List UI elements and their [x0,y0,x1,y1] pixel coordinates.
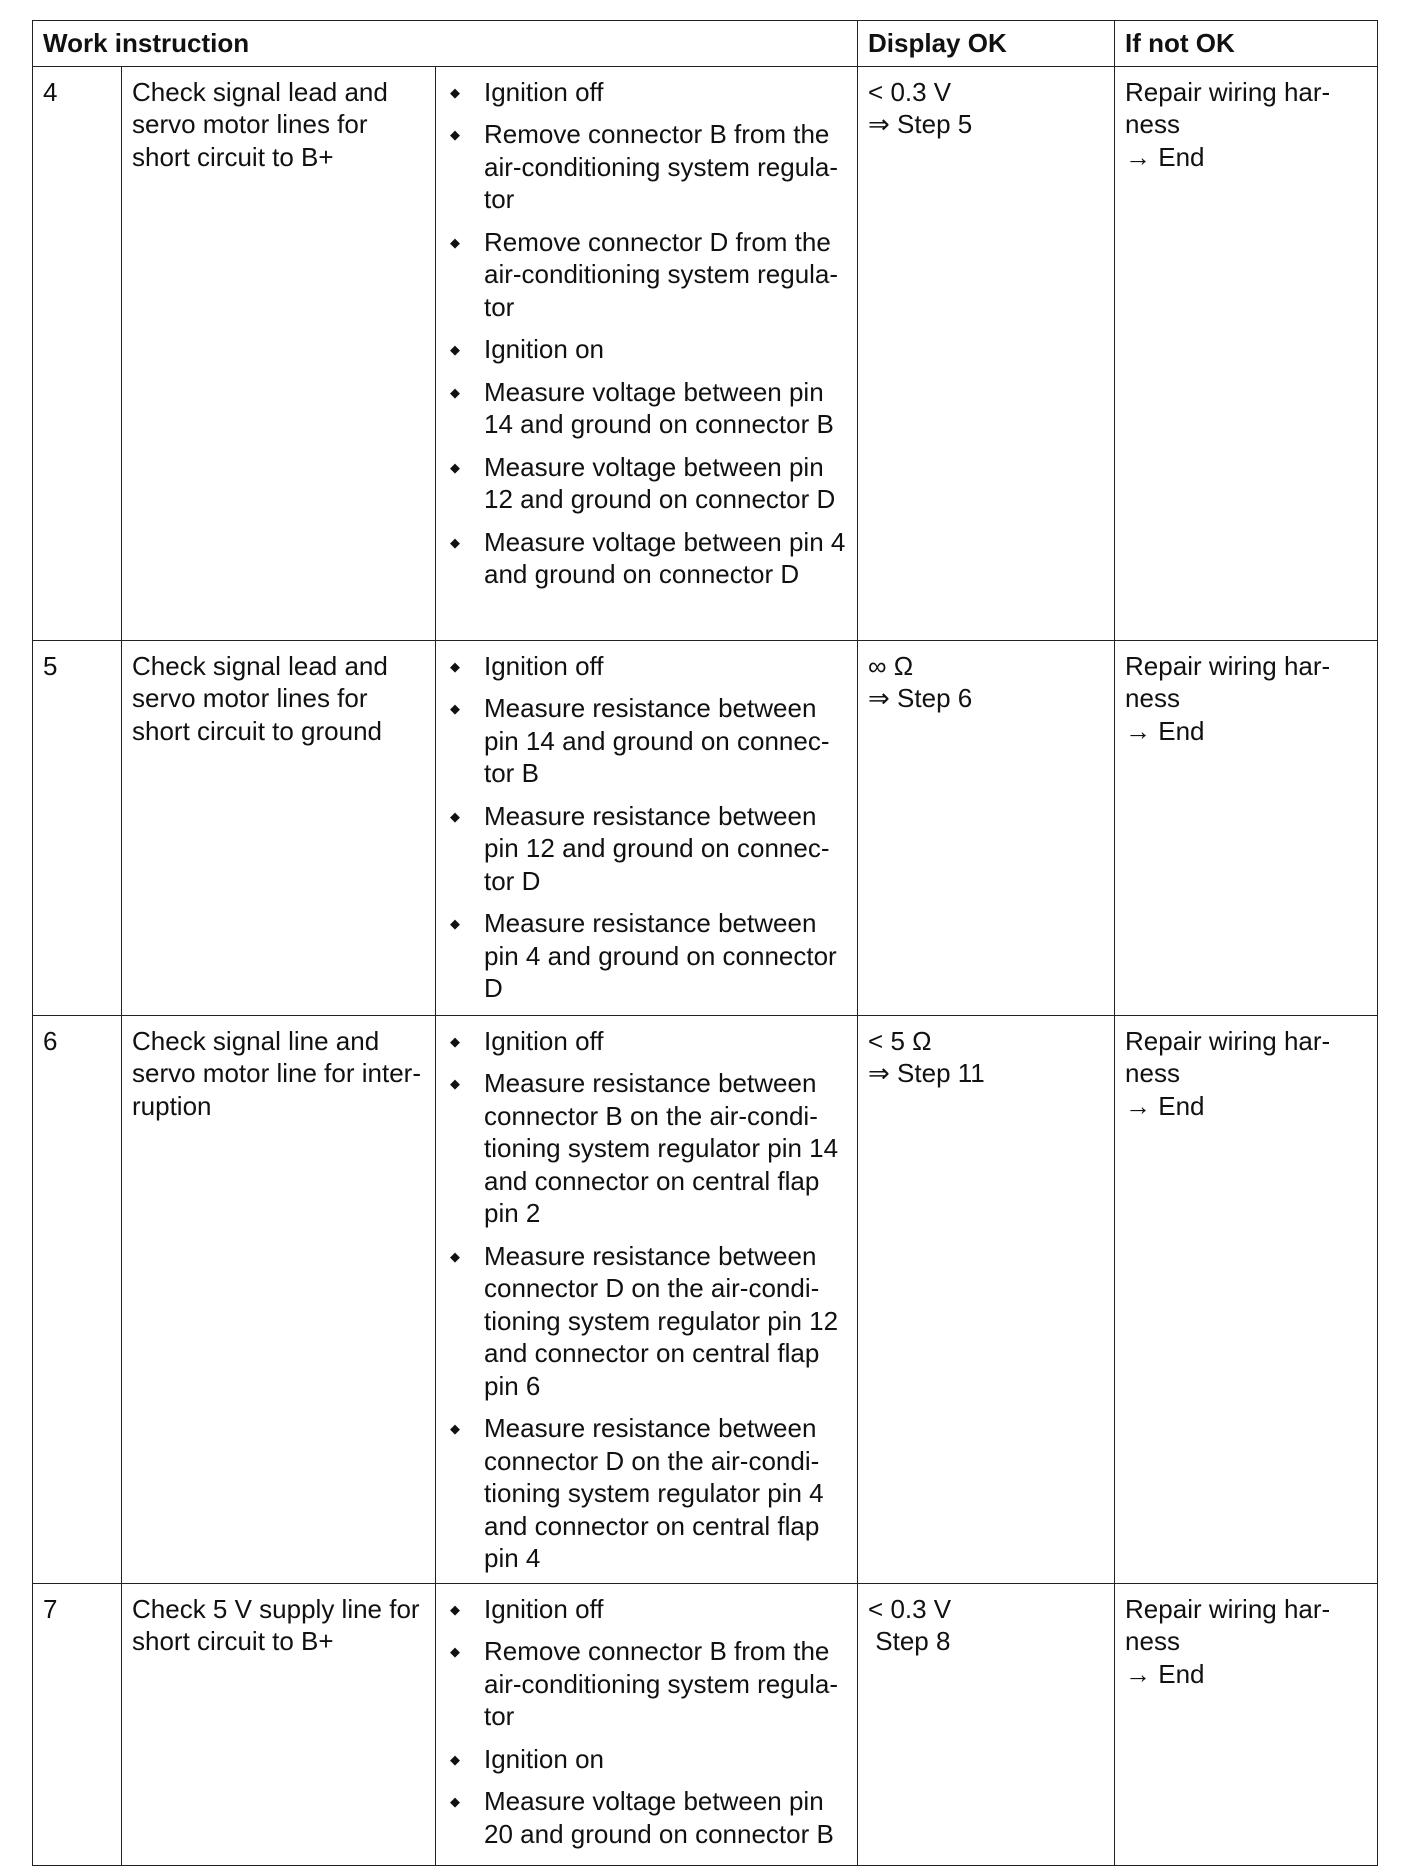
display-ok-line: < 0.3 V [868,1593,952,1624]
list-item: ◆ Measure resistance between pin 14 and ground on connec-tor B [446,692,847,790]
if-not-ok-line: ness [1125,1626,1180,1656]
list-item: ◆ Ignition on [446,333,847,366]
action-list-cell [436,66,858,640]
if-not-ok-line: → End [1125,141,1205,172]
step-number: 7 [33,1583,122,1865]
list-item: ◆ Ignition on [446,1743,847,1776]
if-not-ok-line: → End [1125,1658,1205,1689]
action-list [446,1025,847,1575]
list-item: ◆ Measure voltage between pin 12 and ground on connector D [446,451,847,516]
display-ok-line: ⇒ Step 5 [868,109,973,139]
check-description: Check signal lead and servo motor lines for short circuit to ground [122,640,436,1015]
list-item: ◆ Measure resistance between pin 4 and ground on connector D [446,907,847,1005]
list-item: ◆ Measure resistance between pin 12 and ground on connec-tor D [446,800,847,898]
header-display-ok: Display OK [858,21,1115,67]
display-ok-line: < 5 Ω [868,1025,932,1056]
if-not-ok-line: Repair wiring har- [1125,1593,1331,1624]
action-list [446,76,847,591]
display-ok-line: Step 8 [868,1626,951,1656]
check-description: Check signal line and servo motor line for inter-ruption [122,1015,436,1583]
display-ok-line: ⇒ Step 11 [868,1058,985,1088]
list-item: ◆ Ignition off [446,650,847,683]
check-description: Check signal lead and servo motor lines for short circuit to B+ [122,66,436,640]
list-item: ◆ Measure resistance between connector D on the air-condi-tioning system regulator pin 12 and connector on central flap pin 6 [446,1240,847,1403]
if-not-ok-cell [1115,640,1378,1015]
action-list-cell [436,1583,858,1865]
list-item: ◆ Remove connector B from the air-conditioning system regula-tor [446,1635,847,1733]
list-item: ◆ Measure voltage between pin 14 and ground on connector B [446,376,847,441]
if-not-ok-line: → End [1125,1090,1205,1121]
if-not-ok-cell [1115,1015,1378,1583]
if-not-ok-cell [1115,66,1378,640]
display-ok-line: ∞ Ω [868,650,914,681]
table-row [33,1015,1378,1583]
if-not-ok-line: Repair wiring har- [1125,1025,1331,1056]
list-item: ◆ Ignition off [446,1593,847,1626]
list-item: ◆ Ignition off [446,76,847,109]
display-ok-line: ⇒ Step 6 [868,683,973,713]
list-item: ◆ Remove connector D from the air-conditioning system regula-tor [446,226,847,324]
if-not-ok-line: Repair wiring har- [1125,76,1331,107]
table-row [33,66,1378,640]
if-not-ok-line: Repair wiring har- [1125,650,1331,681]
display-ok-cell [858,1583,1115,1865]
action-list-cell [436,640,858,1015]
display-ok-cell [858,66,1115,640]
if-not-ok-line: → End [1125,715,1205,746]
step-number: 5 [33,640,122,1015]
list-item: ◆ Remove connector B from the air-conditioning system regula-tor [446,118,847,216]
step-number: 6 [33,1015,122,1583]
action-list-cell [436,1015,858,1583]
header-if-not-ok: If not OK [1115,21,1378,67]
display-ok-line: < 0.3 V [868,76,952,107]
if-not-ok-line: ness [1125,683,1180,713]
table-row [33,1583,1378,1865]
display-ok-cell [858,1015,1115,1583]
check-description: Check 5 V supply line for short circuit to B+ [122,1583,436,1865]
header-work-instruction: Work instruction [33,21,858,67]
if-not-ok-line: ness [1125,1058,1180,1088]
step-number: 4 [33,66,122,640]
action-list [446,1593,847,1851]
display-ok-cell [858,640,1115,1015]
if-not-ok-line: ness [1125,109,1180,139]
list-item: ◆ Measure resistance between connector B on the air-condi-tioning system regulator pin 14 and connector on central flap pin 2 [446,1067,847,1230]
if-not-ok-cell [1115,1583,1378,1865]
action-list [446,650,847,1005]
table-row [33,640,1378,1015]
work-instruction-table [32,20,1378,1866]
list-item: ◆ Measure voltage between pin 4 and ground on connector D [446,526,847,591]
list-item: ◆ Measure resistance between connector D on the air-condi-tioning system regulator pin 4 and connector on central flap pin 4 [446,1412,847,1575]
list-item: ◆ Ignition off [446,1025,847,1058]
table-header-row [33,21,1378,67]
list-item: ◆ Measure voltage between pin 20 and ground on connector B [446,1785,847,1850]
table-body [33,66,1378,1865]
